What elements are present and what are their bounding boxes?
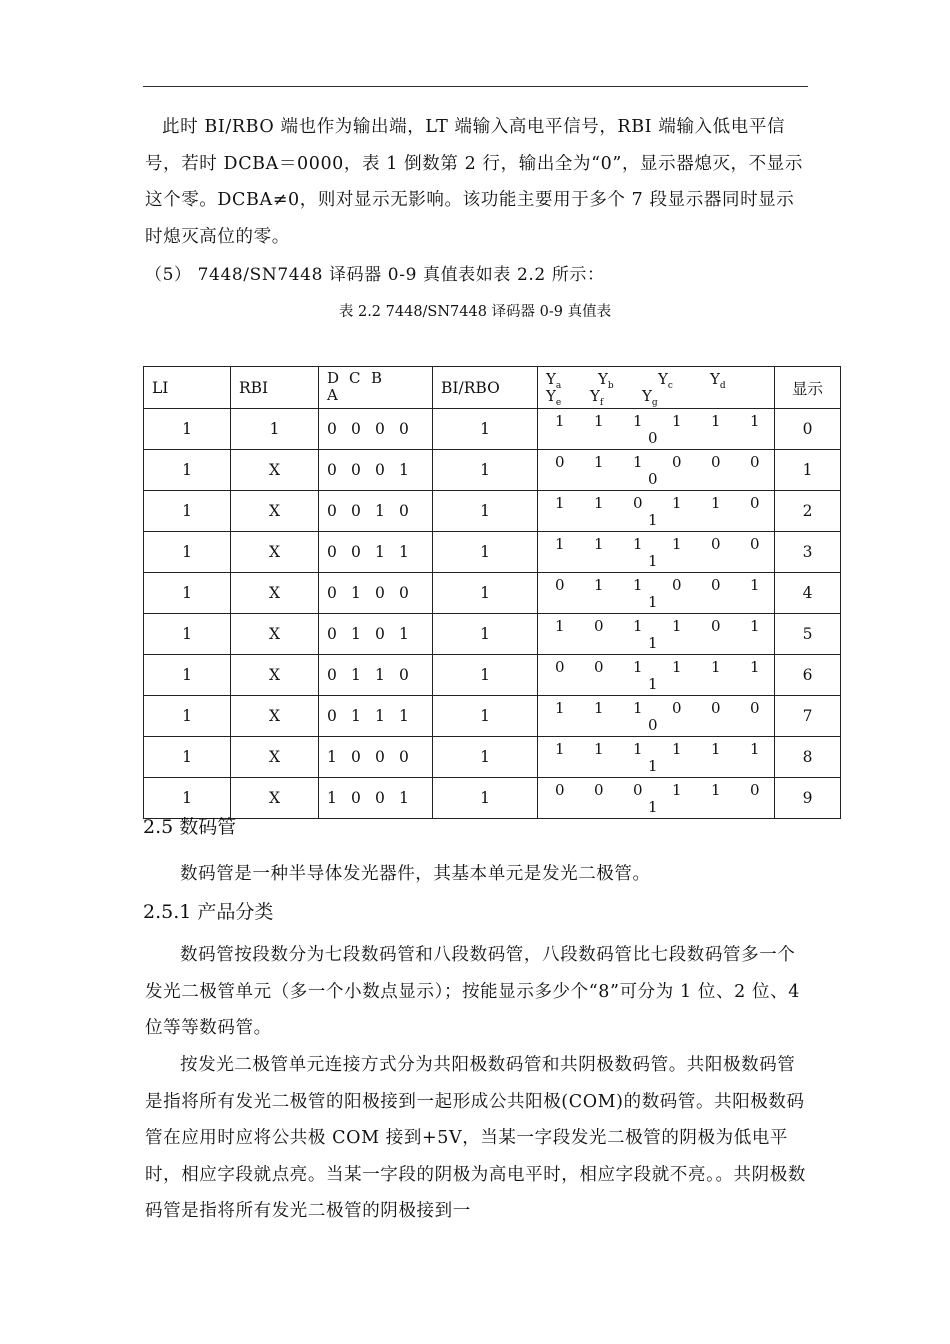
dcba-bit: 0	[327, 420, 337, 438]
segment-value: 1	[633, 576, 643, 594]
dcba-bit: 1	[375, 502, 385, 520]
dcba-bit: 0	[375, 420, 385, 438]
dcba-bit: 1	[351, 625, 361, 643]
header-yd: $Y_d$	[710, 370, 726, 391]
cell-rbi: X	[231, 614, 319, 655]
cell-bi-rbo: 1	[433, 573, 538, 614]
cell-segments	[538, 696, 775, 737]
dcba-bit: 0	[351, 748, 361, 766]
cell-dcba	[319, 532, 433, 573]
cell-rbi: X	[231, 655, 319, 696]
segment-value: 1	[750, 658, 760, 676]
dcba-bit: 1	[399, 625, 409, 643]
dcba-bit: 1	[375, 666, 385, 684]
segment-value: 0	[750, 699, 760, 717]
dcba-bit: 1	[351, 707, 361, 725]
segment-value: 1	[594, 740, 604, 758]
cell-segments	[538, 655, 775, 696]
segment-value: 0	[633, 494, 643, 512]
segment-value-g: 1	[648, 675, 658, 693]
segment-value: 1	[594, 412, 604, 430]
cell-bi-rbo: 1	[433, 696, 538, 737]
dcba-bit: 0	[375, 748, 385, 766]
segment-value: 0	[555, 781, 565, 799]
table-row	[144, 778, 841, 819]
cell-display: 4	[775, 573, 841, 614]
cell-display: 2	[775, 491, 841, 532]
segment-value: 1	[672, 412, 682, 430]
segment-value-g: 0	[648, 429, 658, 447]
dcba-bit: 0	[399, 502, 409, 520]
table-caption: 表 2.2 7448/SN7448 译码器 0-9 真值表	[338, 304, 612, 320]
section-2-5-paragraph: 数码管是一种半导体发光器件，其基本单元是发光二极管。	[180, 864, 651, 884]
dcba-bit: 0	[399, 666, 409, 684]
dcba-bit: 0	[351, 502, 361, 520]
segment-value: 0	[711, 699, 721, 717]
item-5-line: （5） 7448/SN7448 译码器 0-9 真值表如表 2.2 所示：	[145, 265, 605, 285]
header-yf: $Y_f$	[590, 387, 604, 408]
segment-value: 1	[633, 453, 643, 471]
segment-value: 0	[711, 576, 721, 594]
segment-value: 0	[594, 617, 604, 635]
section-2-5-heading: 2.5 数码管	[143, 816, 237, 838]
segment-value: 0	[633, 781, 643, 799]
segment-value: 1	[555, 412, 565, 430]
cell-li: 1	[144, 409, 231, 450]
header-ya: $Y_a$	[546, 370, 562, 391]
dcba-bit: 0	[351, 789, 361, 807]
table-row	[144, 573, 841, 614]
section-2-5-1-heading: 2.5.1 产品分类	[143, 901, 274, 923]
segment-value: 0	[711, 453, 721, 471]
dcba-bit: 1	[375, 543, 385, 561]
segment-value: 1	[711, 412, 721, 430]
cell-segments	[538, 737, 775, 778]
dcba-bit: 0	[351, 543, 361, 561]
header-display: 显示	[775, 367, 841, 409]
segment-value: 1	[555, 740, 565, 758]
segment-value: 0	[672, 699, 682, 717]
segment-value: 0	[711, 617, 721, 635]
cell-rbi: X	[231, 737, 319, 778]
dcba-bit: 0	[375, 584, 385, 602]
segment-value-g: 1	[648, 757, 658, 775]
segment-value-g: 1	[648, 552, 658, 570]
segment-value: 1	[633, 412, 643, 430]
segment-value: 1	[750, 740, 760, 758]
segment-value: 0	[594, 781, 604, 799]
header-yg: $Y_g$	[642, 387, 658, 408]
cell-li: 1	[144, 614, 231, 655]
cell-li: 1	[144, 696, 231, 737]
cell-display: 9	[775, 778, 841, 819]
header-c: C	[349, 369, 361, 387]
dcba-bit: 0	[327, 707, 337, 725]
segment-value-g: 0	[648, 470, 658, 488]
segment-value: 1	[555, 535, 565, 553]
cell-rbi: X	[231, 491, 319, 532]
dcba-bit: 0	[327, 584, 337, 602]
cell-dcba	[319, 491, 433, 532]
header-bi-rbo: BI/RBO	[433, 367, 538, 409]
cell-li: 1	[144, 778, 231, 819]
dcba-bit: 1	[351, 666, 361, 684]
cell-bi-rbo: 1	[433, 409, 538, 450]
intro-paragraph: 此时 BI/RBO 端也作为输出端，LT 端输入高电平信号，RBI 端输入低电平信号，若时 DCBA＝0000，表 1 倒数第 2 行，输出全为“0”，显示器熄灭，不显示这个零。DCBA≠0，则对显示无影响。该功能主要用于多个 7 段显示器同时显示时熄灭高位的零。	[145, 117, 803, 247]
segment-value: 1	[672, 535, 682, 553]
segment-value: 1	[750, 412, 760, 430]
dcba-bit: 1	[399, 461, 409, 479]
table-row	[144, 532, 841, 573]
cell-display: 1	[775, 450, 841, 491]
segment-value: 1	[633, 699, 643, 717]
segment-value: 0	[555, 658, 565, 676]
dcba-bit: 1	[327, 789, 337, 807]
segment-value: 1	[594, 535, 604, 553]
segment-value: 0	[672, 453, 682, 471]
segment-value: 0	[672, 576, 682, 594]
cell-dcba	[319, 737, 433, 778]
segment-value: 1	[633, 658, 643, 676]
segment-value: 0	[555, 453, 565, 471]
dcba-bit: 0	[375, 461, 385, 479]
dcba-bit: 1	[375, 707, 385, 725]
cell-dcba	[319, 696, 433, 737]
segment-value: 1	[633, 740, 643, 758]
header-a: A	[327, 386, 338, 404]
cell-li: 1	[144, 573, 231, 614]
cell-segments	[538, 532, 775, 573]
table-header-row	[144, 367, 841, 409]
cell-bi-rbo: 1	[433, 532, 538, 573]
header-yb: $Y_b$	[598, 370, 614, 391]
cell-segments	[538, 450, 775, 491]
cell-dcba	[319, 778, 433, 819]
cell-li: 1	[144, 450, 231, 491]
table-row	[144, 655, 841, 696]
segment-value-g: 1	[648, 593, 658, 611]
table-row	[144, 409, 841, 450]
cell-segments	[538, 778, 775, 819]
dcba-bit: 0	[399, 584, 409, 602]
table-row	[144, 450, 841, 491]
table-row	[144, 737, 841, 778]
segment-value: 0	[594, 658, 604, 676]
cell-bi-rbo: 1	[433, 450, 538, 491]
cell-display: 5	[775, 614, 841, 655]
truth-table	[143, 366, 841, 819]
segment-value: 1	[594, 699, 604, 717]
header-rbi: RBI	[231, 367, 319, 409]
dcba-bit: 1	[351, 584, 361, 602]
dcba-bit: 0	[351, 461, 361, 479]
segment-value: 0	[750, 453, 760, 471]
cell-rbi: X	[231, 450, 319, 491]
cell-rbi: X	[231, 532, 319, 573]
segment-value: 0	[555, 576, 565, 594]
segment-value-g: 1	[648, 634, 658, 652]
segment-value: 1	[672, 740, 682, 758]
cell-bi-rbo: 1	[433, 491, 538, 532]
cell-display: 0	[775, 409, 841, 450]
cell-li: 1	[144, 655, 231, 696]
dcba-bit: 1	[327, 748, 337, 766]
dcba-bit: 0	[351, 420, 361, 438]
header-d: D	[327, 369, 340, 387]
segment-value: 1	[594, 453, 604, 471]
cell-rbi: X	[231, 696, 319, 737]
cell-segments	[538, 614, 775, 655]
segment-value: 1	[633, 535, 643, 553]
segment-value: 1	[711, 494, 721, 512]
classification-paragraph-2: 按发光二极管单元连接方式分为共阳极数码管和共阴极数码管。共阳极数码管是指将所有发光二极管的阳极接到一起形成公共阳极(COM)的数码管。共阳极数码管在应用时应将公共极 COM 接到+5V，当某一字段发光二极管的阴极为低电平时，相应字段就点亮。当某一字段的阴极为高电平时，相应字段就不亮。。共阴极数码管是指将所有发光二极管的阴极接到一	[145, 1055, 806, 1221]
cell-dcba	[319, 450, 433, 491]
dcba-bit: 1	[399, 543, 409, 561]
cell-li: 1	[144, 532, 231, 573]
segment-value-g: 0	[648, 716, 658, 734]
cell-display: 8	[775, 737, 841, 778]
segment-value-g: 1	[648, 798, 658, 816]
segment-value: 1	[594, 494, 604, 512]
cell-rbi: X	[231, 573, 319, 614]
segment-value: 1	[672, 781, 682, 799]
cell-dcba	[319, 655, 433, 696]
cell-bi-rbo: 1	[433, 778, 538, 819]
dcba-bit: 0	[327, 461, 337, 479]
segment-value: 1	[672, 494, 682, 512]
cell-bi-rbo: 1	[433, 655, 538, 696]
cell-dcba	[319, 573, 433, 614]
cell-display: 7	[775, 696, 841, 737]
table-row	[144, 614, 841, 655]
cell-dcba	[319, 614, 433, 655]
segment-value: 1	[711, 781, 721, 799]
dcba-bit: 0	[327, 666, 337, 684]
segment-value: 1	[672, 658, 682, 676]
classification-paragraph-1: 数码管按段数分为七段数码管和八段数码管，八段数码管比七段数码管多一个发光二极管单元（多一个小数点显示）；按能显示多少个“8”可分为 1 位、2 位、4 位等等数码管。	[145, 945, 800, 1038]
cell-rbi: 1	[231, 409, 319, 450]
cell-bi-rbo: 1	[433, 737, 538, 778]
header-ye: $Y_e$	[546, 387, 562, 408]
cell-li: 1	[144, 491, 231, 532]
segment-value: 1	[633, 617, 643, 635]
dcba-bit: 0	[327, 502, 337, 520]
header-rule	[143, 86, 808, 87]
cell-li: 1	[144, 737, 231, 778]
cell-display: 3	[775, 532, 841, 573]
header-segments	[538, 367, 775, 409]
segment-value: 0	[711, 535, 721, 553]
dcba-bit: 0	[399, 420, 409, 438]
dcba-bit: 1	[399, 789, 409, 807]
cell-segments	[538, 573, 775, 614]
dcba-bit: 0	[375, 625, 385, 643]
cell-segments	[538, 409, 775, 450]
header-yc: $Y_c$	[658, 370, 673, 391]
segment-value: 1	[594, 576, 604, 594]
segment-value: 0	[750, 535, 760, 553]
dcba-bit: 1	[399, 707, 409, 725]
header-dcba	[319, 367, 433, 409]
segment-value: 1	[555, 617, 565, 635]
segment-value: 1	[750, 576, 760, 594]
cell-segments	[538, 491, 775, 532]
segment-value: 1	[750, 617, 760, 635]
cell-bi-rbo: 1	[433, 614, 538, 655]
segment-value: 1	[711, 740, 721, 758]
header-li: LI	[144, 367, 231, 409]
segment-value-g: 1	[648, 511, 658, 529]
dcba-bit: 0	[327, 625, 337, 643]
table-row	[144, 491, 841, 532]
segment-value: 1	[555, 699, 565, 717]
cell-dcba	[319, 409, 433, 450]
cell-rbi: X	[231, 778, 319, 819]
header-b: B	[371, 369, 383, 387]
table-row	[144, 696, 841, 737]
cell-display: 6	[775, 655, 841, 696]
segment-value: 1	[711, 658, 721, 676]
segment-value: 0	[750, 781, 760, 799]
dcba-bit: 0	[327, 543, 337, 561]
dcba-bit: 0	[399, 748, 409, 766]
dcba-bit: 0	[375, 789, 385, 807]
segment-value: 1	[672, 617, 682, 635]
segment-value: 0	[750, 494, 760, 512]
segment-value: 1	[555, 494, 565, 512]
